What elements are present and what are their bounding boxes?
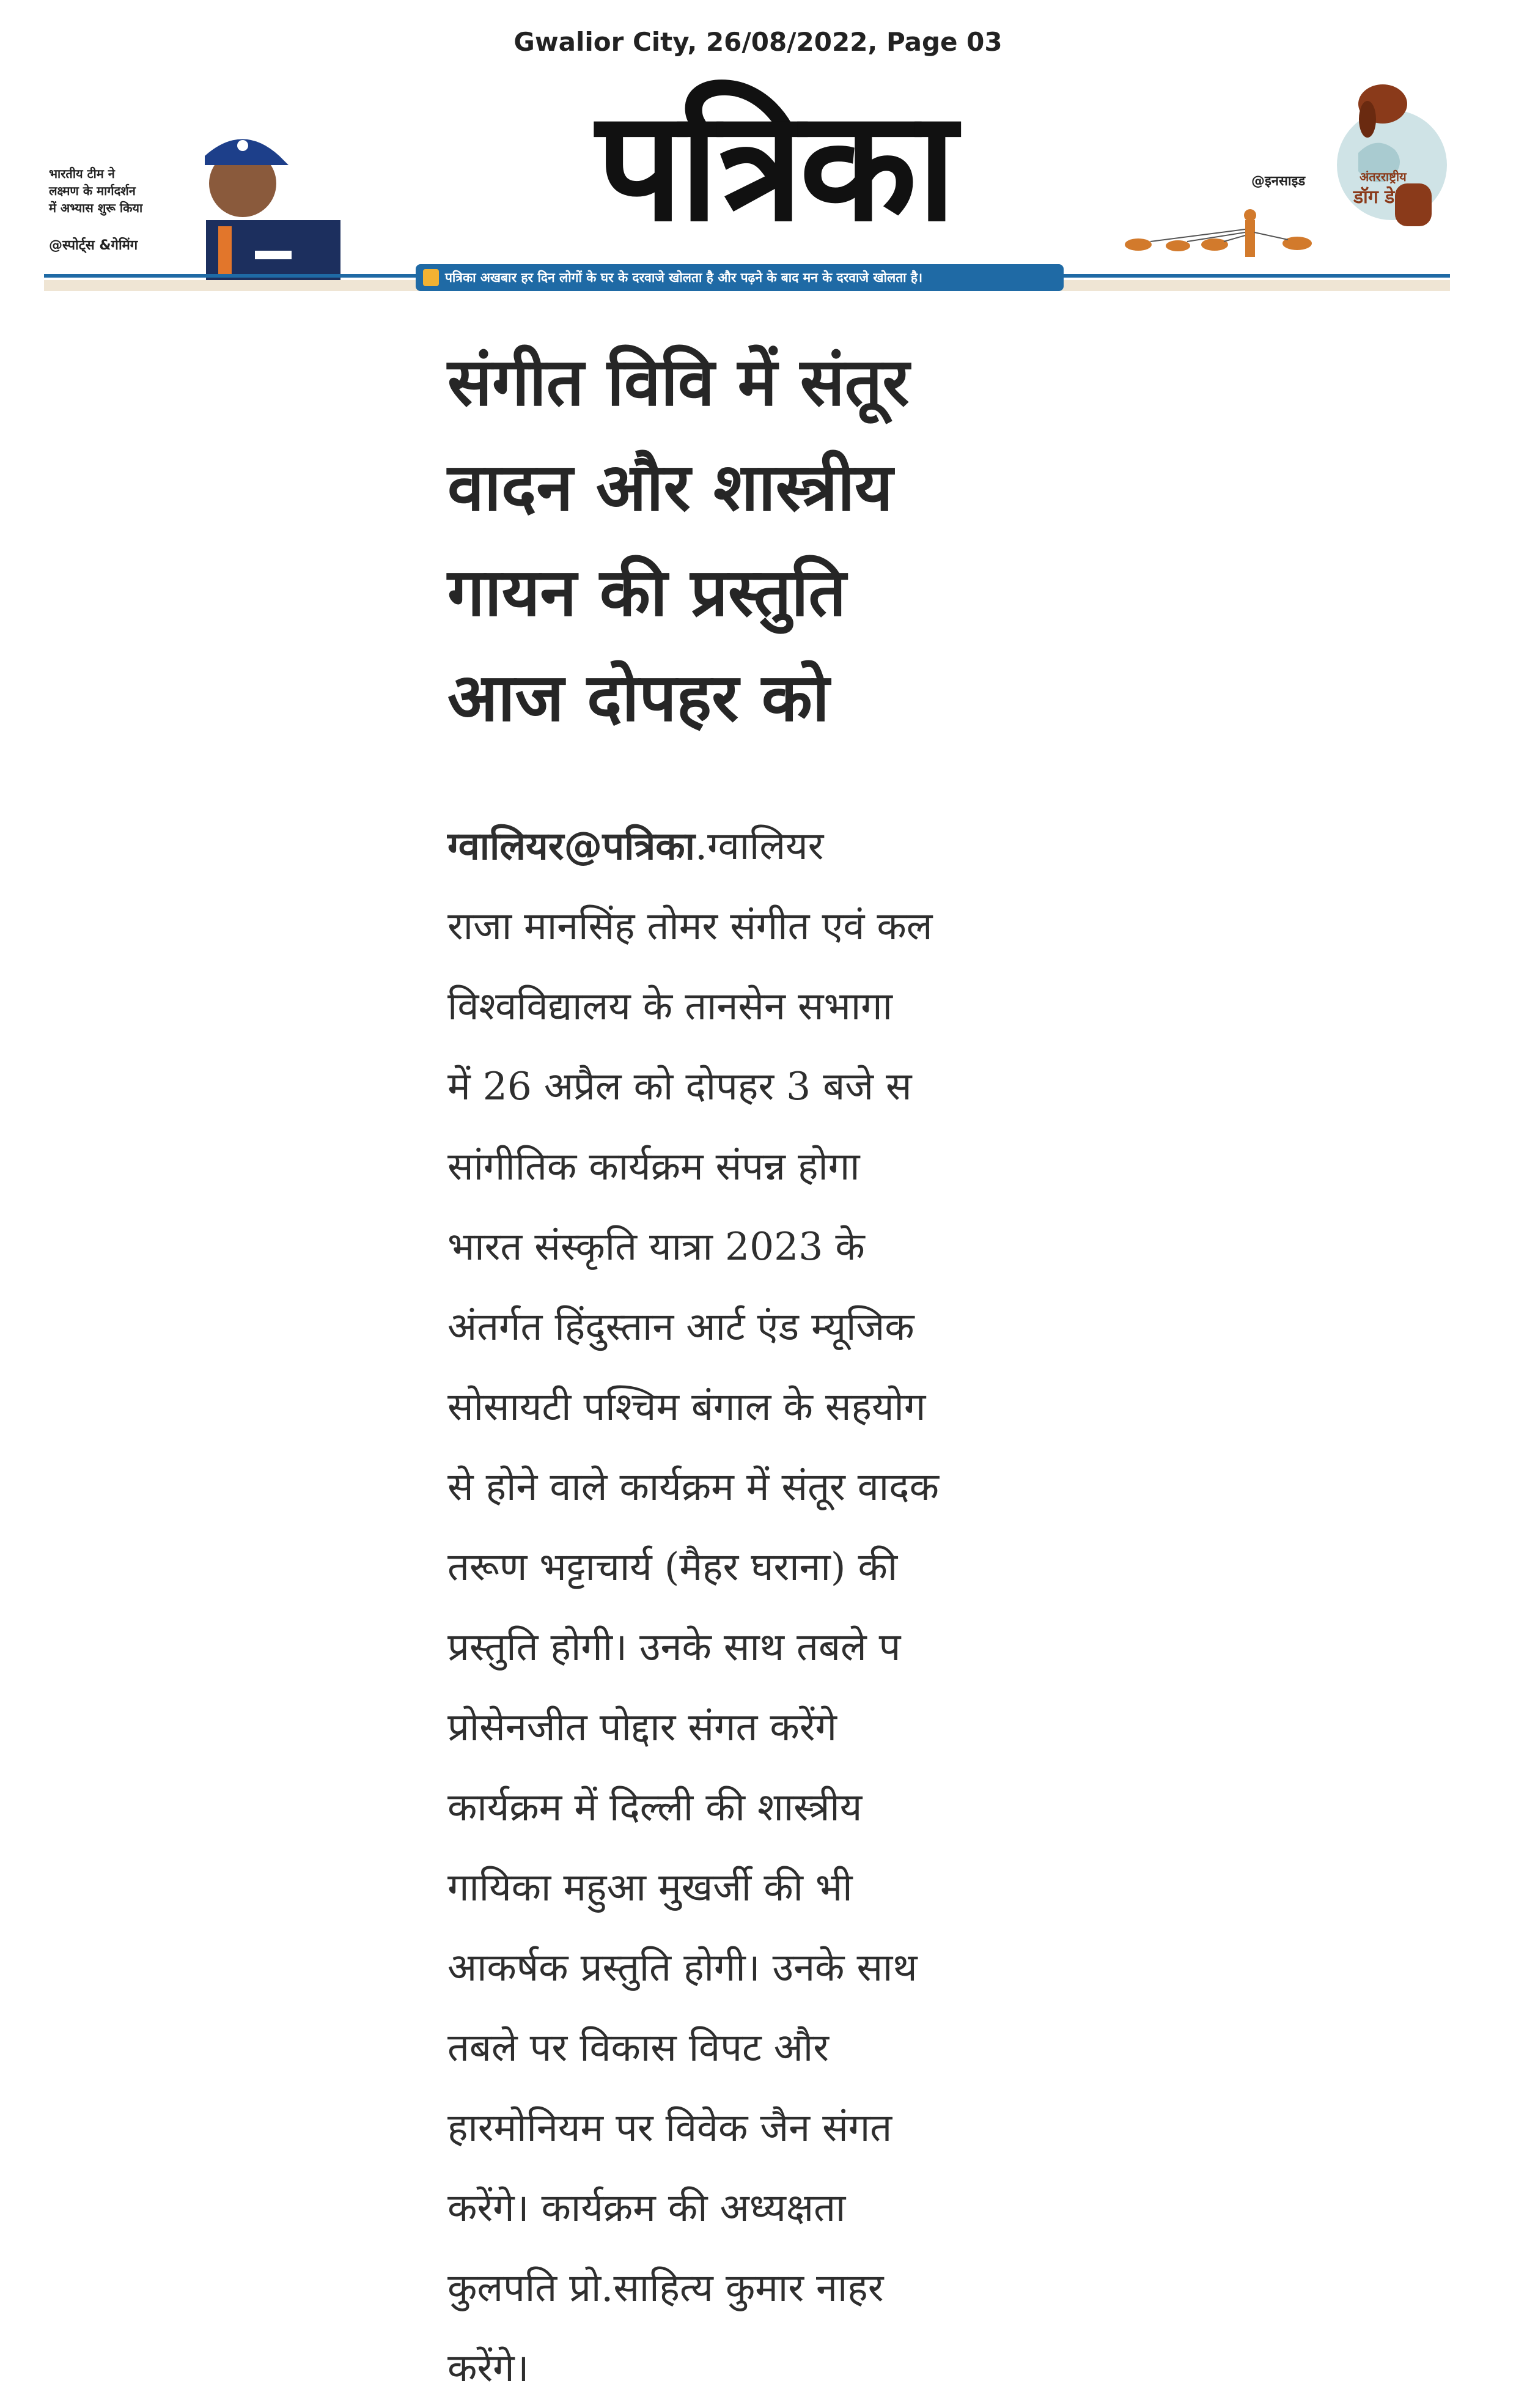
body-line: कुलपति प्रो.साहित्य कुमार नाहर [447, 2266, 884, 2310]
teaser-line: में अभ्यास शुरू किया [49, 201, 143, 215]
dog-day-label: डॉग डे [1353, 187, 1395, 208]
body-line: कार्यक्रम में दिल्ली की शास्त्रीय [447, 1785, 863, 1830]
masthead [44, 73, 1450, 294]
body-line: प्रस्तुति होगी। उनके साथ तबले प [447, 1625, 901, 1669]
teaser-line: भारतीय टीम ने [49, 166, 115, 181]
body-line: करेंगे। [447, 2346, 529, 2390]
edition-dateline: Gwalior City, 26/08/2022, Page 03 [513, 27, 1003, 57]
body-line: तबले पर विकास विपट और [447, 2025, 829, 2070]
body-line-rest: .ग्वालियर [694, 824, 824, 868]
masthead-tagline [416, 264, 1064, 291]
body-line: से होने वाले कार्यक्रम में संतूर वादक [447, 1464, 939, 1509]
tagline-badge-icon [423, 269, 439, 286]
inside-tag: @इनसाइड [1251, 174, 1306, 189]
headline-line: आज दोपहर को [447, 660, 830, 736]
dog-day-teaser[interactable] [1120, 73, 1450, 269]
body-line: करेंगे। कार्यक्रम की अध्यक्षता [447, 2185, 846, 2230]
body-line: विश्वविद्यालय के तानसेन सभागा [447, 984, 892, 1029]
article-clipping [447, 318, 1016, 2390]
body-line: हारमोनियम पर विवेक जैन संगत [447, 2105, 892, 2150]
article-headline [447, 330, 1016, 751]
body-line: राजा मानसिंह तोमर संगीत एवं कल [447, 904, 933, 948]
tagline-text: पत्रिका अखबार हर दिन लोगों के घर के दरवाजे खोलता है और पढ़ने के बाद मन के दरवाजे खोलता है। [445, 270, 923, 285]
article-body [447, 806, 1016, 2408]
body-line: सोसायटी पश्चिम बंगाल के सहयोग [447, 1384, 926, 1429]
body-line: अंतर्गत हिंदुस्तान आर्ट एंड म्यूजिक [447, 1304, 914, 1349]
body-line [447, 806, 1016, 886]
body-line: गायिका महुआ मुखर्जी की भी [447, 1865, 853, 1910]
body-line: भारत संस्कृति यात्रा 2023 के [447, 1224, 865, 1269]
globe-dog-icon [1334, 79, 1450, 238]
body-line: प्रोसेनजीत पोद्दार संगत करेंगे [447, 1705, 837, 1749]
patrika-logo: पत्रिका [596, 75, 953, 255]
sports-teaser-tag: @स्पोर्ट्स &गेमिंग [49, 238, 138, 253]
dateline-lead: ग्वालियर@पत्रिका [447, 824, 695, 868]
cricket-coach-photo [163, 98, 340, 275]
dog-day-label-small: अंतरराष्ट्रीय [1360, 169, 1407, 184]
body-line: तरूण भट्टाचार्य (मैहर घराना) की [447, 1545, 898, 1589]
headline-line: वादन और शास्त्रीय [447, 449, 893, 526]
body-line: सांगीतिक कार्यक्रम संपन्न होगा [447, 1144, 860, 1189]
headline-line: संगीत विवि में संतूर [447, 344, 910, 421]
headline-line: गायन की प्रस्तुति [447, 555, 847, 631]
body-line: आकर्षक प्रस्तुति होगी। उनके साथ [447, 1945, 918, 1990]
body-line: में 26 अप्रैल को दोपहर 3 बजे स [447, 1064, 912, 1109]
dog-walker-icon [1120, 208, 1328, 263]
sports-teaser[interactable] [44, 73, 337, 275]
teaser-line: लक्ष्मण के मार्गदर्शन [49, 183, 136, 198]
